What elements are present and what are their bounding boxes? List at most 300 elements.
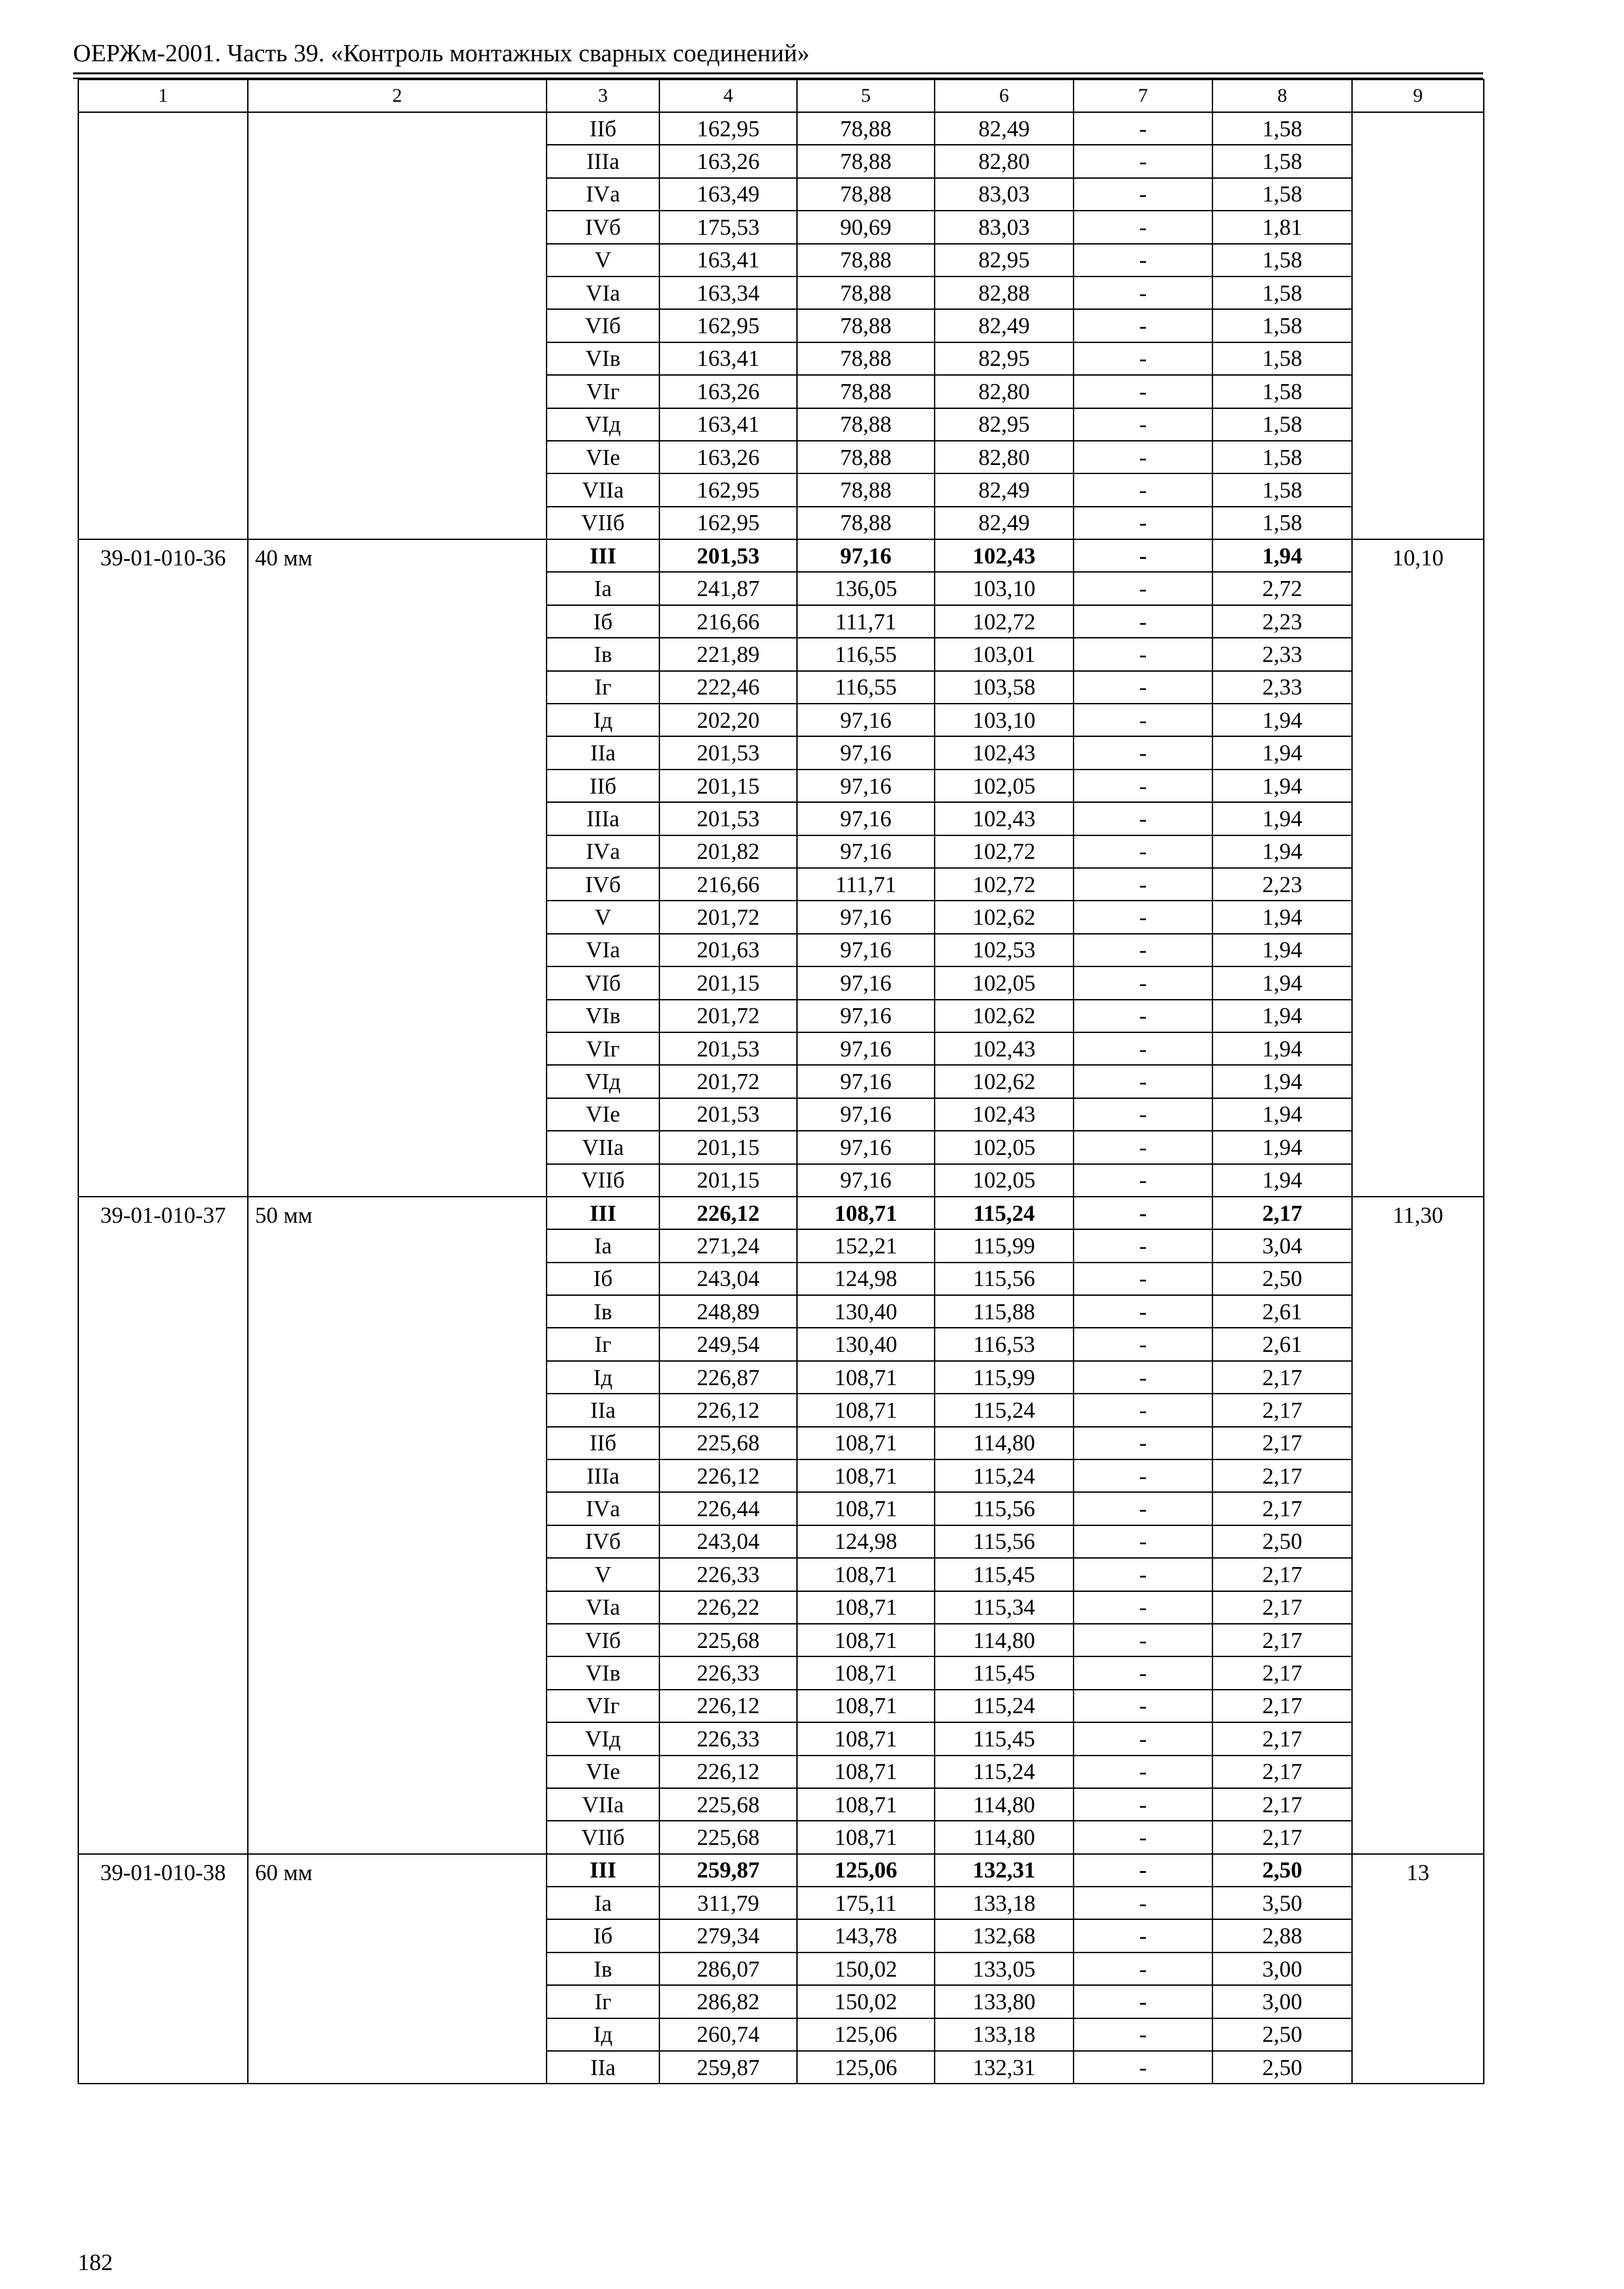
category-cell: VIд — [547, 1722, 659, 1755]
total-cost-cell: 175,53 — [659, 211, 797, 243]
materials-cell: - — [1074, 1756, 1212, 1788]
machine-cost-cell: 82,95 — [935, 408, 1074, 441]
labor-cost-cell: 2,17 — [1212, 1459, 1352, 1492]
wages-cell: 143,78 — [797, 1919, 935, 1952]
wages-cell: 108,71 — [797, 1394, 935, 1426]
category-cell: VIе — [547, 441, 659, 473]
materials-cell: - — [1074, 605, 1212, 638]
wages-cell: 78,88 — [797, 342, 935, 375]
machine-cost-cell: 132,68 — [935, 1919, 1074, 1952]
labor-cost-cell: 2,50 — [1212, 1263, 1352, 1295]
wages-cell: 150,02 — [797, 1952, 935, 1985]
wages-cell: 116,55 — [797, 638, 935, 670]
materials-cell: - — [1074, 244, 1212, 277]
labor-cost-cell: 2,33 — [1212, 638, 1352, 670]
machine-cost-cell: 115,24 — [935, 1690, 1074, 1722]
total-cost-cell: 201,53 — [659, 802, 797, 835]
wages-cell: 108,71 — [797, 1788, 935, 1821]
wages-cell: 78,88 — [797, 277, 935, 309]
labor-cost-cell: 2,88 — [1212, 1919, 1352, 1952]
labor-cost-cell: 3,00 — [1212, 1985, 1352, 2018]
total-cost-cell: 162,95 — [659, 309, 797, 342]
wages-cell: 111,71 — [797, 868, 935, 901]
total-cost-cell: 202,20 — [659, 704, 797, 736]
wages-cell: 108,71 — [797, 1492, 935, 1525]
category-cell: VIб — [547, 966, 659, 999]
machine-cost-cell: 133,18 — [935, 1887, 1074, 1919]
total-cost-cell: 216,66 — [659, 868, 797, 901]
labor-hours-cell: 11,30 — [1352, 1197, 1484, 1854]
materials-cell: - — [1074, 2051, 1212, 2084]
wages-cell: 125,06 — [797, 2051, 935, 2084]
wages-cell: 97,16 — [797, 901, 935, 933]
labor-cost-cell: 3,50 — [1212, 1887, 1352, 1919]
materials-cell: - — [1074, 1361, 1212, 1394]
column-header: 9 — [1352, 80, 1484, 112]
total-cost-cell: 163,41 — [659, 244, 797, 277]
total-cost-cell: 225,68 — [659, 1788, 797, 1821]
table-row — [78, 1197, 1484, 1229]
labor-cost-cell: 2,17 — [1212, 1427, 1352, 1459]
labor-cost-cell: 1,58 — [1212, 277, 1352, 309]
machine-cost-cell: 82,49 — [935, 112, 1074, 145]
materials-cell: - — [1074, 966, 1212, 999]
category-cell: VIа — [547, 277, 659, 309]
machine-cost-cell: 115,24 — [935, 1197, 1074, 1229]
category-cell: Iа — [547, 1887, 659, 1919]
total-cost-cell: 201,72 — [659, 1065, 797, 1098]
wages-cell: 78,88 — [797, 309, 935, 342]
materials-cell: - — [1074, 736, 1212, 769]
wages-cell: 136,05 — [797, 572, 935, 605]
wages-cell: 97,16 — [797, 934, 935, 966]
wages-cell: 97,16 — [797, 1131, 935, 1163]
category-cell: VIг — [547, 375, 659, 408]
total-cost-cell: 201,82 — [659, 835, 797, 868]
category-cell: IVа — [547, 835, 659, 868]
materials-cell: - — [1074, 1295, 1212, 1328]
machine-cost-cell: 115,45 — [935, 1722, 1074, 1755]
labor-cost-cell: 2,50 — [1212, 1854, 1352, 1887]
materials-cell: - — [1074, 1032, 1212, 1065]
category-cell: Iг — [547, 1328, 659, 1360]
total-cost-cell: 163,41 — [659, 342, 797, 375]
wages-cell: 124,98 — [797, 1263, 935, 1295]
machine-cost-cell: 103,10 — [935, 572, 1074, 605]
labor-cost-cell: 2,17 — [1212, 1197, 1352, 1229]
wages-cell: 78,88 — [797, 375, 935, 408]
total-cost-cell: 226,33 — [659, 1722, 797, 1755]
total-cost-cell: 271,24 — [659, 1229, 797, 1262]
category-cell: VIб — [547, 309, 659, 342]
labor-cost-cell: 1,94 — [1212, 802, 1352, 835]
machine-cost-cell: 82,88 — [935, 277, 1074, 309]
wages-cell: 78,88 — [797, 441, 935, 473]
wages-cell: 150,02 — [797, 1985, 935, 2018]
materials-cell: - — [1074, 408, 1212, 441]
labor-cost-cell: 2,61 — [1212, 1295, 1352, 1328]
labor-cost-cell: 1,58 — [1212, 342, 1352, 375]
category-cell: VIIа — [547, 1788, 659, 1821]
column-header: 4 — [659, 80, 797, 112]
machine-cost-cell: 102,43 — [935, 1032, 1074, 1065]
labor-cost-cell: 1,94 — [1212, 934, 1352, 966]
materials-cell: - — [1074, 1624, 1212, 1656]
labor-hours-cell — [1352, 112, 1484, 539]
materials-cell: - — [1074, 1558, 1212, 1591]
machine-cost-cell: 82,95 — [935, 342, 1074, 375]
materials-cell: - — [1074, 1656, 1212, 1689]
category-cell: Iв — [547, 638, 659, 670]
category-cell: VIа — [547, 1591, 659, 1624]
machine-cost-cell: 82,49 — [935, 309, 1074, 342]
labor-cost-cell: 2,50 — [1212, 2051, 1352, 2084]
materials-cell: - — [1074, 178, 1212, 211]
labor-cost-cell: 1,94 — [1212, 736, 1352, 769]
total-cost-cell: 286,82 — [659, 1985, 797, 2018]
total-cost-cell: 201,15 — [659, 1131, 797, 1163]
category-cell: VIIа — [547, 473, 659, 506]
materials-cell: - — [1074, 1131, 1212, 1163]
category-cell: IIб — [547, 770, 659, 802]
labor-cost-cell: 2,17 — [1212, 1591, 1352, 1624]
total-cost-cell: 248,89 — [659, 1295, 797, 1328]
column-header: 2 — [248, 80, 547, 112]
labor-cost-cell: 2,17 — [1212, 1722, 1352, 1755]
machine-cost-cell: 115,24 — [935, 1459, 1074, 1492]
wages-cell: 108,71 — [797, 1722, 935, 1755]
machine-cost-cell: 102,72 — [935, 835, 1074, 868]
machine-cost-cell: 132,31 — [935, 1854, 1074, 1887]
total-cost-cell: 311,79 — [659, 1887, 797, 1919]
materials-cell: - — [1074, 1591, 1212, 1624]
labor-cost-cell: 1,94 — [1212, 901, 1352, 933]
column-header: 5 — [797, 80, 935, 112]
wages-cell: 97,16 — [797, 1098, 935, 1131]
machine-cost-cell: 82,49 — [935, 507, 1074, 539]
category-cell: IIа — [547, 736, 659, 769]
labor-cost-cell: 1,58 — [1212, 112, 1352, 145]
category-cell: Iв — [547, 1295, 659, 1328]
column-header: 8 — [1212, 80, 1352, 112]
labor-cost-cell: 3,00 — [1212, 1952, 1352, 1985]
category-cell: IIа — [547, 2051, 659, 2084]
column-number-row — [78, 80, 1484, 112]
category-cell: Iа — [547, 1229, 659, 1262]
machine-cost-cell: 83,03 — [935, 178, 1074, 211]
labor-cost-cell: 1,94 — [1212, 704, 1352, 736]
machine-cost-cell: 115,45 — [935, 1656, 1074, 1689]
wages-cell: 124,98 — [797, 1525, 935, 1558]
category-cell: IIа — [547, 1394, 659, 1426]
wages-cell: 152,21 — [797, 1229, 935, 1262]
table-row — [78, 112, 1484, 145]
category-cell: Iб — [547, 1263, 659, 1295]
wages-cell: 130,40 — [797, 1328, 935, 1360]
category-cell: IIб — [547, 1427, 659, 1459]
materials-cell: - — [1074, 671, 1212, 704]
category-cell: V — [547, 1558, 659, 1591]
labor-cost-cell: 1,94 — [1212, 539, 1352, 572]
labor-cost-cell: 2,17 — [1212, 1492, 1352, 1525]
category-cell: III — [547, 1854, 659, 1887]
total-cost-cell: 201,53 — [659, 736, 797, 769]
materials-cell: - — [1074, 211, 1212, 243]
category-cell: Iд — [547, 704, 659, 736]
machine-cost-cell: 102,05 — [935, 1164, 1074, 1197]
total-cost-cell: 226,33 — [659, 1558, 797, 1591]
materials-cell: - — [1074, 901, 1212, 933]
category-cell: III — [547, 539, 659, 572]
labor-cost-cell: 1,58 — [1212, 473, 1352, 506]
machine-cost-cell: 82,80 — [935, 145, 1074, 177]
materials-cell: - — [1074, 1229, 1212, 1262]
wages-cell: 108,71 — [797, 1821, 935, 1853]
machine-cost-cell: 102,62 — [935, 1000, 1074, 1032]
total-cost-cell: 243,04 — [659, 1263, 797, 1295]
labor-cost-cell: 1,58 — [1212, 244, 1352, 277]
wages-cell: 108,71 — [797, 1656, 935, 1689]
wages-cell: 97,16 — [797, 1065, 935, 1098]
category-cell: VIд — [547, 1065, 659, 1098]
work-name-cell: 60 мм — [248, 1854, 547, 2084]
materials-cell: - — [1074, 1788, 1212, 1821]
category-cell: Iг — [547, 671, 659, 704]
labor-cost-cell: 1,58 — [1212, 408, 1352, 441]
category-cell: Iб — [547, 605, 659, 638]
total-cost-cell: 225,68 — [659, 1821, 797, 1853]
total-cost-cell: 226,87 — [659, 1361, 797, 1394]
materials-cell: - — [1074, 1690, 1212, 1722]
materials-cell: - — [1074, 1919, 1212, 1952]
page-header-title: ОЕРЖм-2001. Часть 39. «Контроль монтажных сварных соединений» — [73, 40, 810, 67]
labor-hours-cell: 10,10 — [1352, 539, 1484, 1197]
category-cell: Iд — [547, 1361, 659, 1394]
category-cell: Iв — [547, 1952, 659, 1985]
category-cell: VIв — [547, 1000, 659, 1032]
materials-cell: - — [1074, 145, 1212, 177]
wages-cell: 97,16 — [797, 539, 935, 572]
category-cell: V — [547, 244, 659, 277]
category-cell: Iд — [547, 2018, 659, 2051]
category-cell: VIIб — [547, 507, 659, 539]
materials-cell: - — [1074, 1821, 1212, 1853]
total-cost-cell: 225,68 — [659, 1624, 797, 1656]
labor-cost-cell: 2,17 — [1212, 1361, 1352, 1394]
wages-cell: 108,71 — [797, 1591, 935, 1624]
wages-cell: 130,40 — [797, 1295, 935, 1328]
wages-cell: 78,88 — [797, 244, 935, 277]
category-cell: V — [547, 901, 659, 933]
labor-cost-cell: 1,58 — [1212, 375, 1352, 408]
category-cell: VIв — [547, 1656, 659, 1689]
rates-table-body — [78, 80, 1484, 2084]
category-cell: VIа — [547, 934, 659, 966]
machine-cost-cell: 133,18 — [935, 2018, 1074, 2051]
total-cost-cell: 201,53 — [659, 1098, 797, 1131]
wages-cell: 97,16 — [797, 1164, 935, 1197]
machine-cost-cell: 116,53 — [935, 1328, 1074, 1360]
wages-cell: 78,88 — [797, 145, 935, 177]
machine-cost-cell: 103,01 — [935, 638, 1074, 670]
machine-cost-cell: 115,45 — [935, 1558, 1074, 1591]
total-cost-cell: 226,12 — [659, 1459, 797, 1492]
wages-cell: 78,88 — [797, 507, 935, 539]
materials-cell: - — [1074, 934, 1212, 966]
total-cost-cell: 226,12 — [659, 1690, 797, 1722]
category-cell: IVб — [547, 868, 659, 901]
labor-cost-cell: 1,58 — [1212, 145, 1352, 177]
wages-cell: 108,71 — [797, 1361, 935, 1394]
labor-cost-cell: 2,17 — [1212, 1788, 1352, 1821]
labor-cost-cell: 1,58 — [1212, 178, 1352, 211]
labor-cost-cell: 3,04 — [1212, 1229, 1352, 1262]
column-header: 7 — [1074, 80, 1212, 112]
category-cell: IIб — [547, 112, 659, 145]
wages-cell: 97,16 — [797, 966, 935, 999]
labor-cost-cell: 2,23 — [1212, 868, 1352, 901]
wages-cell: 97,16 — [797, 736, 935, 769]
wages-cell: 78,88 — [797, 408, 935, 441]
materials-cell: - — [1074, 507, 1212, 539]
machine-cost-cell: 102,43 — [935, 802, 1074, 835]
machine-cost-cell: 82,49 — [935, 473, 1074, 506]
machine-cost-cell: 115,99 — [935, 1361, 1074, 1394]
wages-cell: 108,71 — [797, 1690, 935, 1722]
materials-cell: - — [1074, 1394, 1212, 1426]
total-cost-cell: 279,34 — [659, 1919, 797, 1952]
materials-cell: - — [1074, 1459, 1212, 1492]
table-row — [78, 539, 1484, 572]
total-cost-cell: 243,04 — [659, 1525, 797, 1558]
total-cost-cell: 226,44 — [659, 1492, 797, 1525]
labor-cost-cell: 1,94 — [1212, 1131, 1352, 1163]
machine-cost-cell: 115,56 — [935, 1263, 1074, 1295]
materials-cell: - — [1074, 802, 1212, 835]
total-cost-cell: 249,54 — [659, 1328, 797, 1360]
total-cost-cell: 221,89 — [659, 638, 797, 670]
machine-cost-cell: 102,05 — [935, 966, 1074, 999]
materials-cell: - — [1074, 770, 1212, 802]
wages-cell: 125,06 — [797, 1854, 935, 1887]
materials-cell: - — [1074, 2018, 1212, 2051]
wages-cell: 108,71 — [797, 1558, 935, 1591]
total-cost-cell: 201,72 — [659, 901, 797, 933]
total-cost-cell: 226,12 — [659, 1197, 797, 1229]
work-name-cell: 50 мм — [248, 1197, 547, 1854]
machine-cost-cell: 133,80 — [935, 1985, 1074, 2018]
labor-cost-cell: 2,17 — [1212, 1821, 1352, 1853]
total-cost-cell: 226,33 — [659, 1656, 797, 1689]
total-cost-cell: 163,26 — [659, 375, 797, 408]
materials-cell: - — [1074, 1887, 1212, 1919]
total-cost-cell: 226,12 — [659, 1756, 797, 1788]
materials-cell: - — [1074, 277, 1212, 309]
category-cell: Iа — [547, 572, 659, 605]
machine-cost-cell: 102,72 — [935, 868, 1074, 901]
header-rule-thick — [73, 72, 1483, 74]
category-cell: VIб — [547, 1624, 659, 1656]
column-header: 3 — [547, 80, 659, 112]
work-name-cell: 40 мм — [248, 539, 547, 1197]
labor-cost-cell: 2,23 — [1212, 605, 1352, 638]
work-name-cell — [248, 112, 547, 539]
materials-cell: - — [1074, 868, 1212, 901]
labor-cost-cell: 1,94 — [1212, 835, 1352, 868]
machine-cost-cell: 102,05 — [935, 770, 1074, 802]
machine-cost-cell: 102,72 — [935, 605, 1074, 638]
category-cell: VIIб — [547, 1821, 659, 1853]
labor-cost-cell: 1,58 — [1212, 309, 1352, 342]
machine-cost-cell: 102,05 — [935, 1131, 1074, 1163]
category-cell: Iг — [547, 1985, 659, 2018]
labor-cost-cell: 1,94 — [1212, 1032, 1352, 1065]
page-number: 182 — [78, 2249, 113, 2275]
labor-cost-cell: 1,94 — [1212, 1000, 1352, 1032]
wages-cell: 111,71 — [797, 605, 935, 638]
total-cost-cell: 260,74 — [659, 2018, 797, 2051]
labor-cost-cell: 2,50 — [1212, 2018, 1352, 2051]
total-cost-cell: 162,95 — [659, 473, 797, 506]
labor-cost-cell: 2,17 — [1212, 1624, 1352, 1656]
category-cell: IVб — [547, 1525, 659, 1558]
total-cost-cell: 226,12 — [659, 1394, 797, 1426]
column-header: 6 — [935, 80, 1074, 112]
machine-cost-cell: 114,80 — [935, 1821, 1074, 1853]
labor-cost-cell: 2,17 — [1212, 1690, 1352, 1722]
machine-cost-cell: 102,43 — [935, 1098, 1074, 1131]
labor-cost-cell: 1,81 — [1212, 211, 1352, 243]
materials-cell: - — [1074, 1525, 1212, 1558]
wages-cell: 97,16 — [797, 1032, 935, 1065]
wages-cell: 108,71 — [797, 1756, 935, 1788]
materials-cell: - — [1074, 375, 1212, 408]
labor-cost-cell: 1,94 — [1212, 1065, 1352, 1098]
machine-cost-cell: 82,80 — [935, 375, 1074, 408]
materials-cell: - — [1074, 1197, 1212, 1229]
materials-cell: - — [1074, 1985, 1212, 2018]
labor-cost-cell: 1,58 — [1212, 441, 1352, 473]
machine-cost-cell: 132,31 — [935, 2051, 1074, 2084]
materials-cell: - — [1074, 1722, 1212, 1755]
category-cell: IIIа — [547, 145, 659, 177]
wages-cell: 175,11 — [797, 1887, 935, 1919]
category-cell: IVа — [547, 178, 659, 211]
labor-cost-cell: 2,33 — [1212, 671, 1352, 704]
materials-cell: - — [1074, 638, 1212, 670]
category-cell: VIг — [547, 1690, 659, 1722]
machine-cost-cell: 114,80 — [935, 1624, 1074, 1656]
materials-cell: - — [1074, 1000, 1212, 1032]
total-cost-cell: 201,15 — [659, 770, 797, 802]
materials-cell: - — [1074, 539, 1212, 572]
total-cost-cell: 201,53 — [659, 539, 797, 572]
machine-cost-cell: 102,43 — [935, 539, 1074, 572]
category-cell: VIIб — [547, 1164, 659, 1197]
labor-cost-cell: 2,17 — [1212, 1656, 1352, 1689]
machine-cost-cell: 115,99 — [935, 1229, 1074, 1262]
materials-cell: - — [1074, 342, 1212, 375]
machine-cost-cell: 102,62 — [935, 1065, 1074, 1098]
category-cell: VIв — [547, 342, 659, 375]
wages-cell: 97,16 — [797, 835, 935, 868]
machine-cost-cell: 83,03 — [935, 211, 1074, 243]
rate-code-cell: 39-01-010-36 — [78, 539, 248, 1197]
wages-cell: 97,16 — [797, 802, 935, 835]
labor-cost-cell: 1,94 — [1212, 1164, 1352, 1197]
column-header: 1 — [78, 80, 248, 112]
wages-cell: 97,16 — [797, 704, 935, 736]
